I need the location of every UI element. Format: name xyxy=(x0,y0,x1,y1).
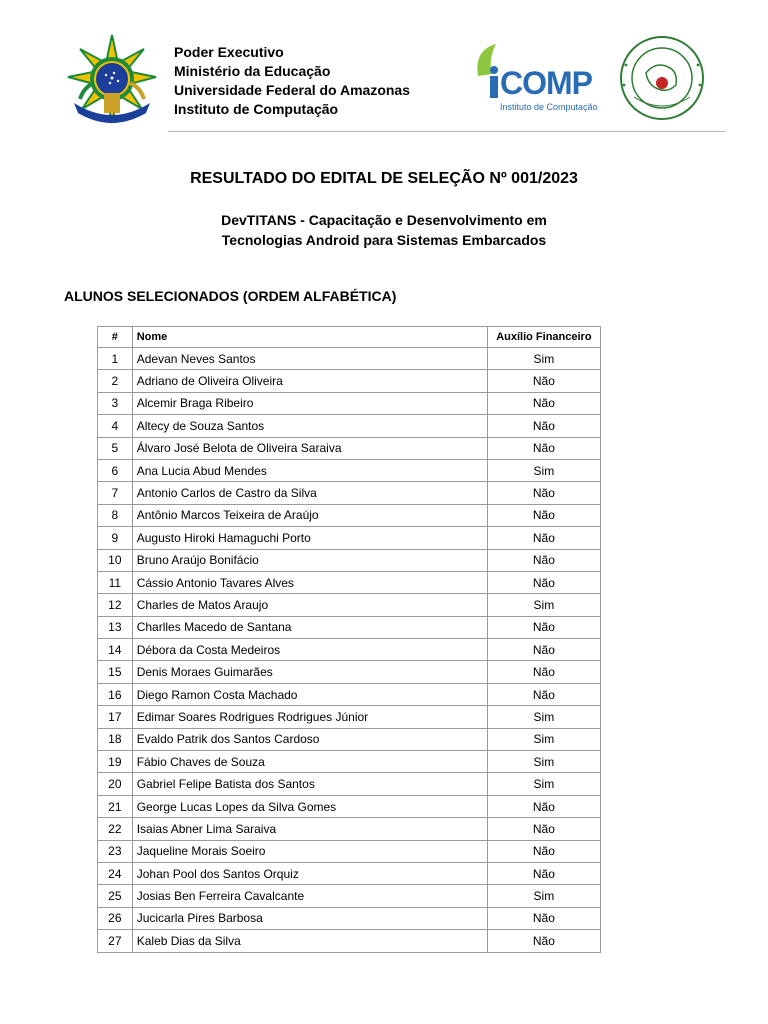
row-number-cell: 13 xyxy=(98,616,133,638)
financial-aid-cell: Não xyxy=(487,616,600,638)
student-name-cell: Evaldo Patrik dos Santos Cardoso xyxy=(132,728,487,750)
icomp-logo-icon xyxy=(470,40,606,116)
table-row xyxy=(98,683,601,705)
financial-aid-cell: Não xyxy=(487,415,600,437)
row-number-cell: 23 xyxy=(98,840,133,862)
financial-aid-cell: Sim xyxy=(487,728,600,750)
student-name-cell: Bruno Araújo Bonifácio xyxy=(132,549,487,571)
table-row xyxy=(98,459,601,481)
selected-students-table xyxy=(97,326,601,953)
row-number-cell: 19 xyxy=(98,751,133,773)
row-number-cell: 27 xyxy=(98,930,133,952)
row-number-cell: 24 xyxy=(98,862,133,884)
institution-line: Instituto de Computação xyxy=(174,101,339,117)
student-name-cell: Altecy de Souza Santos xyxy=(132,415,487,437)
row-number-cell: 5 xyxy=(98,437,133,459)
row-number-cell: 15 xyxy=(98,661,133,683)
table-row xyxy=(98,370,601,392)
student-name-cell: Antônio Marcos Teixeira de Araújo xyxy=(132,504,487,526)
student-name-cell: Jaqueline Morais Soeiro xyxy=(132,840,487,862)
student-name-cell: Antonio Carlos de Castro da Silva xyxy=(132,482,487,504)
page-header xyxy=(0,0,768,134)
student-name-cell: Diego Ramon Costa Machado xyxy=(132,683,487,705)
table-row xyxy=(98,415,601,437)
table-row xyxy=(98,818,601,840)
financial-aid-cell: Sim xyxy=(487,348,600,370)
row-number-cell: 8 xyxy=(98,504,133,526)
row-number-cell: 11 xyxy=(98,571,133,593)
table-row xyxy=(98,437,601,459)
document-subtitle xyxy=(0,210,768,250)
financial-aid-cell: Não xyxy=(487,818,600,840)
student-name-cell: Adevan Neves Santos xyxy=(132,348,487,370)
row-number-cell: 25 xyxy=(98,885,133,907)
student-name-cell: Cássio Antonio Tavares Alves xyxy=(132,571,487,593)
student-name-cell: George Lucas Lopes da Silva Gomes xyxy=(132,795,487,817)
row-number-cell: 16 xyxy=(98,683,133,705)
row-number-cell: 10 xyxy=(98,549,133,571)
student-name-cell: Isaias Abner Lima Saraiva xyxy=(132,818,487,840)
financial-aid-cell: Não xyxy=(487,661,600,683)
row-number-cell: 21 xyxy=(98,795,133,817)
institution-line: Universidade Federal do Amazonas xyxy=(174,82,410,98)
financial-aid-cell: Não xyxy=(487,907,600,929)
row-number-cell: 18 xyxy=(98,728,133,750)
student-name-cell: Jucicarla Pires Barbosa xyxy=(132,907,487,929)
brazil-coat-of-arms-icon xyxy=(64,33,160,129)
header-divider xyxy=(168,131,726,132)
table-row xyxy=(98,616,601,638)
table-row xyxy=(98,661,601,683)
row-number-cell: 20 xyxy=(98,773,133,795)
table-row xyxy=(98,504,601,526)
table-row xyxy=(98,348,601,370)
ufam-seal-icon xyxy=(612,35,712,121)
table-row xyxy=(98,930,601,952)
table-row xyxy=(98,706,601,728)
row-number-cell: 14 xyxy=(98,639,133,661)
table-row xyxy=(98,639,601,661)
financial-aid-cell: Não xyxy=(487,437,600,459)
table-header-row xyxy=(98,327,601,348)
financial-aid-cell: Não xyxy=(487,862,600,884)
financial-aid-cell: Sim xyxy=(487,459,600,481)
row-number-cell: 22 xyxy=(98,818,133,840)
financial-aid-cell: Sim xyxy=(487,885,600,907)
student-name-cell: Charlles Macedo de Santana xyxy=(132,616,487,638)
svg-text:Instituto de Computação: Instituto de Computação xyxy=(500,102,598,112)
financial-aid-cell: Não xyxy=(487,482,600,504)
student-name-cell: Gabriel Felipe Batista dos Santos xyxy=(132,773,487,795)
table-row xyxy=(98,594,601,616)
student-name-cell: Charles de Matos Araujo xyxy=(132,594,487,616)
row-number-cell: 2 xyxy=(98,370,133,392)
table-row xyxy=(98,885,601,907)
subtitle-line: Tecnologias Android para Sistemas Embarcados xyxy=(221,232,547,248)
student-name-cell: Débora da Costa Medeiros xyxy=(132,639,487,661)
section-heading: ALUNOS SELECIONADOS (ORDEM ALFABÉTICA) xyxy=(64,288,397,304)
financial-aid-cell: Não xyxy=(487,795,600,817)
table-row xyxy=(98,795,601,817)
financial-aid-cell: Não xyxy=(487,683,600,705)
table-row xyxy=(98,549,601,571)
row-number-cell: 12 xyxy=(98,594,133,616)
row-number-cell: 4 xyxy=(98,415,133,437)
financial-aid-cell: Não xyxy=(487,504,600,526)
table-row xyxy=(98,773,601,795)
student-name-cell: Augusto Hiroki Hamaguchi Porto xyxy=(132,527,487,549)
svg-text:COMP: COMP xyxy=(500,65,592,101)
institution-block xyxy=(174,43,410,119)
row-number-cell: 3 xyxy=(98,392,133,414)
subtitle-line: DevTITANS - Capacitação e Desenvolvimento em xyxy=(221,212,547,228)
student-name-cell: Kaleb Dias da Silva xyxy=(132,930,487,952)
student-name-cell: Josias Ben Ferreira Cavalcante xyxy=(132,885,487,907)
row-number-cell: 6 xyxy=(98,459,133,481)
table-row xyxy=(98,527,601,549)
row-number-cell: 7 xyxy=(98,482,133,504)
row-number-cell: 1 xyxy=(98,348,133,370)
student-name-cell: Fábio Chaves de Souza xyxy=(132,751,487,773)
row-number-cell: 26 xyxy=(98,907,133,929)
financial-aid-cell: Não xyxy=(487,370,600,392)
student-name-cell: Johan Pool dos Santos Orquiz xyxy=(132,862,487,884)
table-row xyxy=(98,482,601,504)
column-header-name: Nome xyxy=(132,327,487,348)
student-name-cell: Alcemir Braga Ribeiro xyxy=(132,392,487,414)
table-row xyxy=(98,392,601,414)
row-number-cell: 17 xyxy=(98,706,133,728)
financial-aid-cell: Sim xyxy=(487,751,600,773)
row-number-cell: 9 xyxy=(98,527,133,549)
document-title: RESULTADO DO EDITAL DE SELEÇÃO Nº 001/2023 xyxy=(190,170,578,187)
institution-line: Ministério da Educação xyxy=(174,63,331,79)
institution-line: Poder Executivo xyxy=(174,44,284,60)
financial-aid-cell: Não xyxy=(487,571,600,593)
financial-aid-cell: Não xyxy=(487,549,600,571)
table-row xyxy=(98,907,601,929)
student-name-cell: Álvaro José Belota de Oliveira Saraiva xyxy=(132,437,487,459)
financial-aid-cell: Sim xyxy=(487,773,600,795)
financial-aid-cell: Não xyxy=(487,840,600,862)
financial-aid-cell: Sim xyxy=(487,706,600,728)
financial-aid-cell: Não xyxy=(487,527,600,549)
column-header-number: # xyxy=(98,327,133,348)
financial-aid-cell: Sim xyxy=(487,594,600,616)
student-name-cell: Edimar Soares Rodrigues Rodrigues Júnior xyxy=(132,706,487,728)
table-row xyxy=(98,862,601,884)
table-row xyxy=(98,751,601,773)
student-name-cell: Denis Moraes Guimarães xyxy=(132,661,487,683)
student-name-cell: Adriano de Oliveira Oliveira xyxy=(132,370,487,392)
column-header-financial-aid: Auxílio Financeiro xyxy=(487,327,600,348)
student-name-cell: Ana Lucia Abud Mendes xyxy=(132,459,487,481)
financial-aid-cell: Não xyxy=(487,930,600,952)
table-row xyxy=(98,728,601,750)
financial-aid-cell: Não xyxy=(487,639,600,661)
table-row xyxy=(98,571,601,593)
table-row xyxy=(98,840,601,862)
financial-aid-cell: Não xyxy=(487,392,600,414)
table-body xyxy=(98,348,601,953)
